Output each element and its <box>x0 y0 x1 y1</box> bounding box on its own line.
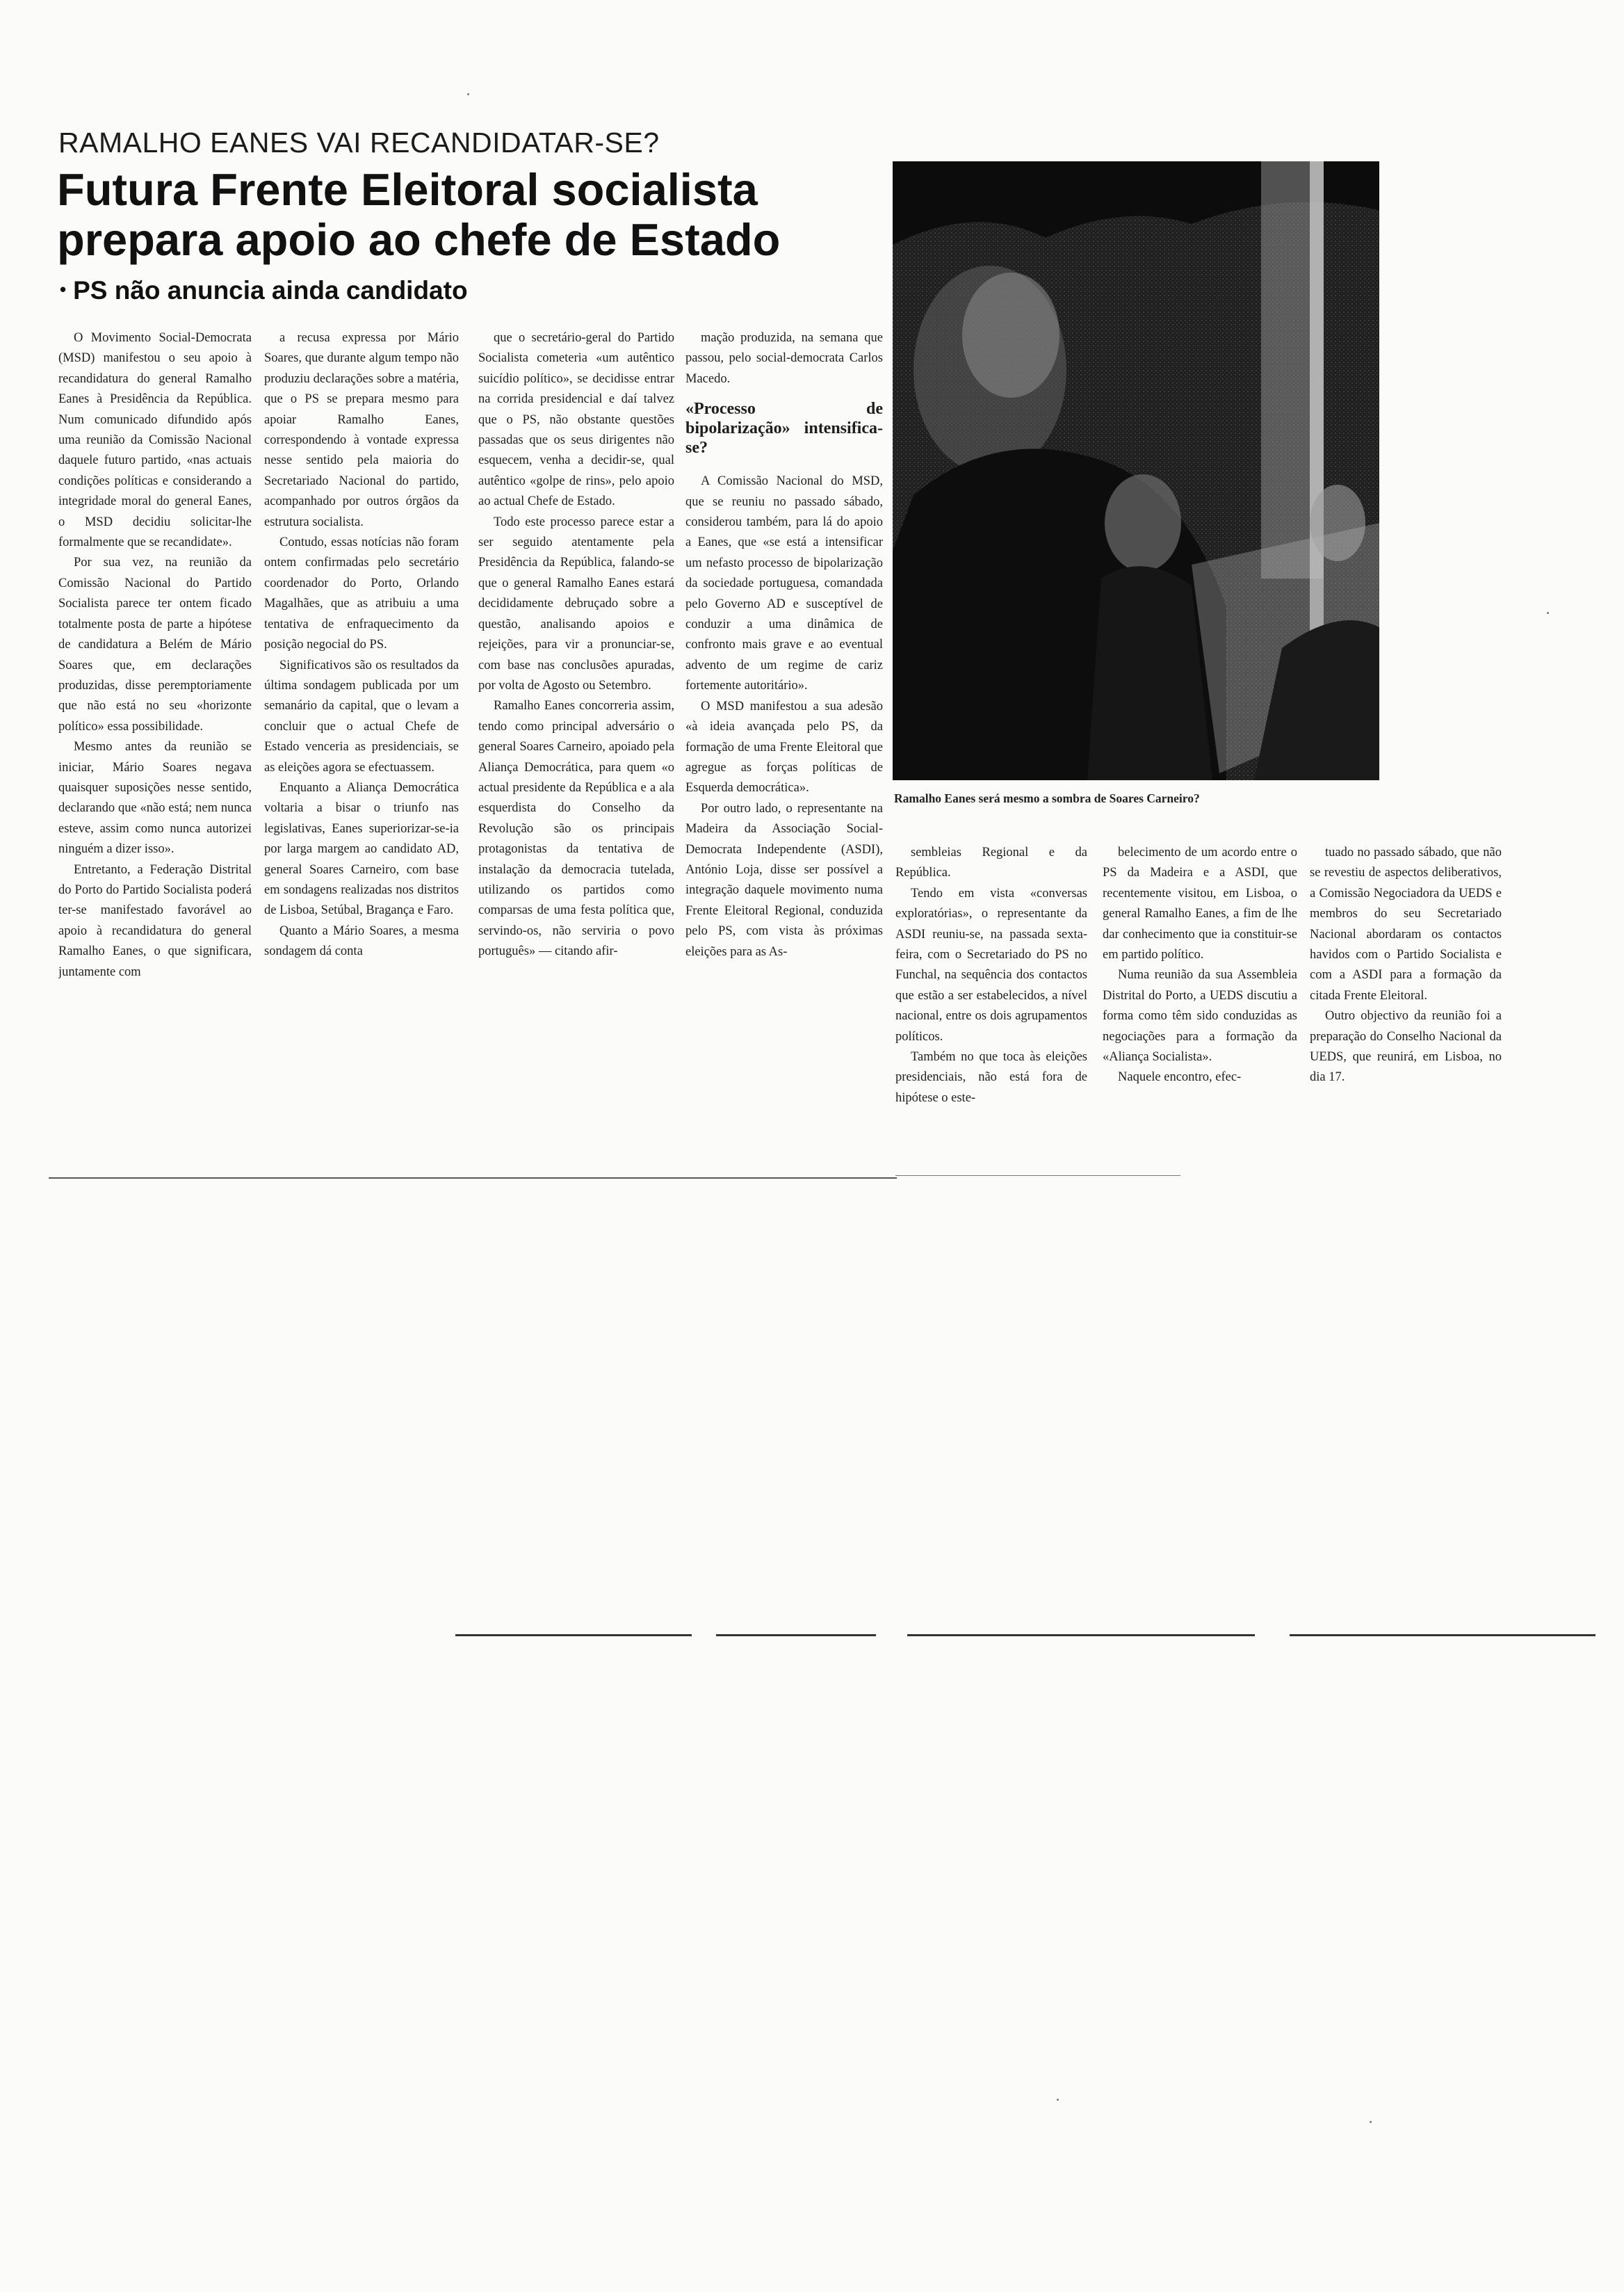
bullet-icon: • <box>60 279 67 300</box>
bottom-rule-right <box>895 1175 1180 1176</box>
scan-rule-3 <box>907 1634 1255 1636</box>
paragraph: Significativos são os resultados da última sondagem publicada por um semanário da capital, que o levam a concluir que o actual Chefe de Estado venceria as presidenciais, se as eleições agora se efectuassem. <box>264 658 459 775</box>
column-2 <box>264 328 459 1173</box>
paragraph: Ramalho Eanes concorreria assim, tendo como principal adversário o general Soares Carneiro, apoiado pela Aliança Democrática, para quem «o actual presidente da República e a ala esquerdista do Conselho da Revolução são os principais protagonistas da tentativa de instalação da democracia tutelada, utilizando os partidos como comparsas de uma festa política que, servindo-os, não serviria o povo português» — citando afir- <box>478 699 674 959</box>
paragraph: Contudo, essas notícias não foram ontem confirmadas pelo secretário coordenador do Porto, Orlando Magalhães, que as atribuiu a uma tentativa de enfraquecimento da posição negocial do PS. <box>264 535 459 652</box>
column-5 <box>895 843 1087 1177</box>
paragraph: O MSD manifestou a sua adesão «à ideia avançada pelo PS, da formação de uma Frente Eleitoral que agregue as forças políticas de Esquerda democrática». <box>685 699 883 796</box>
paragraph: mação produzida, na semana que passou, pelo social-democrata Carlos Macedo. <box>685 331 883 386</box>
paragraph: Quanto a Mário Soares, a mesma sondagem dá conta <box>264 923 459 959</box>
paragraph: Enquanto a Aliança Democrática voltaria a bisar o triunfo nas legislativas, Eanes superiorizar-se-ia por larga margem ao candidato AD, general Soares Carneiro, com base em sondagens realizadas nos distritos de Lisboa, Setúbal, Bragança e Faro. <box>264 780 459 918</box>
column-7 <box>1310 843 1502 1177</box>
paragraph: Tendo em vista «conversas exploratórias», o representante da ASDI reuniu-se, na passada sexta-feira, com o Secretariado do PS no Funchal, na sequência dos contactos que estão a ser estabelecidos, a nível nacional, entre os dois agrupamentos políticos. <box>895 886 1087 1044</box>
paragraph: Numa reunião da sua Assembleia Distrital do Porto, a UEDS discutiu a forma como têm sido conduzidas as negociações para a formação da «Aliança Socialista». <box>1103 968 1297 1065</box>
paragraph: Mesmo antes da reunião se iniciar, Mário Soares negava quaisquer suposições nesse sentido, declarando que «não está; nem nunca esteve, assim como nunca autorizei ninguém a dizer isso». <box>58 740 252 857</box>
paragraph: Todo este processo parece estar a ser seguido atentamente pela Presidência da República, falando-se que o general Ramalho Eanes estará decididamente debruçado sobre a questão, analisando apoios e rejeições, para vir a pronunciar-se, com base nas conclusões apuradas, por volta de Agosto ou Setembro. <box>478 515 674 693</box>
scan-rule-1 <box>455 1634 692 1636</box>
scan-rule-2 <box>716 1634 876 1636</box>
paragraph: belecimento de um acordo entre o PS da Madeira e a ASDI, que recentemente visitou, em Lisboa, o general Ramalho Eanes, a fim de lhe dar conhecimento que ia constituir-se em partido político. <box>1103 846 1297 962</box>
subhead <box>60 276 468 305</box>
paragraph: Também no que toca às eleições presidenciais, não está fora de hipótese o este- <box>895 1050 1087 1105</box>
bottom-rule-left <box>49 1177 897 1179</box>
scan-rule-4 <box>1290 1634 1595 1636</box>
paragraph: Naquele encontro, efec- <box>1118 1070 1242 1085</box>
subhead-text: PS não anuncia ainda candidato <box>73 276 468 305</box>
paragraph: tuado no passado sábado, que não se revestiu de aspectos deliberativos, a Comissão Negociadora da UEDS e membros do seu Secretariado Nacional abordaram os contactos havidos com o Partido Socialista e com a ASDI para a formação da citada Frente Eleitoral. <box>1310 846 1502 1003</box>
column-3 <box>478 328 674 1173</box>
photo-image <box>893 161 1379 780</box>
paragraph: O Movimento Social-Democrata (MSD) manifestou o seu apoio à recandidatura do general Ramalho Eanes à Presidência da República. Num comunicado difundido após uma reunião da Comissão Nacional daquele futuro partido, «nas actuais condições políticas e considerando a integridade moral do general Eanes, o MSD decidiu solicitar-lhe formalmente que se recandidate». <box>58 331 252 550</box>
scan-speck <box>1547 612 1549 614</box>
section-heading: «Processo de bipolarização» intensifica-se? <box>685 400 883 458</box>
scan-speck <box>1370 2121 1372 2123</box>
headline: Futura Frente Eleitoral socialista prepara apoio ao chefe de Estado <box>57 164 781 265</box>
paragraph: a recusa expressa por Mário Soares, que durante algum tempo não produziu declarações sobre a matéria, que o PS se prepara mesmo para apoiar Ramalho Eanes, correspondendo à vontade expressa nesse sentido pela maioria do Secretariado Nacional do partido, acompanhado por outros órgãos da estrutura socialista. <box>264 331 459 529</box>
column-6 <box>1103 843 1297 1177</box>
kicker: RAMALHO EANES VAI RECANDIDATAR-SE? <box>58 127 660 159</box>
paragraph: sembleias Regional e da República. <box>895 846 1087 880</box>
paragraph: Por outro lado, o representante na Madeira da Associação Social-Democrata Independente (ASDI), António Loja, disse ser possível a integração daquele movimento numa Frente Eleitoral Regional, conduzida pelo PS, com vista às próximas eleições para as As- <box>685 801 883 959</box>
scan-speck <box>1057 2099 1059 2101</box>
column-4 <box>685 328 883 1173</box>
paragraph: que o secretário-geral do Partido Socialista cometeria «um autêntico suicídio político», se decidisse entrar na corrida presidencial e daí talvez que o PS, não obstante questões passadas que os seus dirigentes não esquecem, venha a decidir-se, qual autêntico «golpe de rins», pelo apoio ao actual Chefe de Estado. <box>478 331 674 509</box>
photo-caption: Ramalho Eanes será mesmo a sombra de Soares Carneiro? <box>894 791 1200 805</box>
scan-speck <box>467 93 469 95</box>
photo <box>893 161 1379 780</box>
paragraph: Por sua vez, na reunião da Comissão Nacional do Partido Socialista parece ter ontem ficado totalmente posta de parte a hipótese de candidatura a Belém de Mário Soares que, em declarações produzidas, disse peremptoriamente que não está no seu «horizonte político» essa possibilidade. <box>58 556 252 734</box>
paragraph: Entretanto, a Federação Distrital do Porto do Partido Socialista poderá ter-se manifestado favorável ao apoio à recandidatura do general Ramalho Eanes, o que significara, juntamente com <box>58 862 252 979</box>
paragraph: A Comissão Nacional do MSD, que se reuniu no passado sábado, considerou também, para lá do apoio a Eanes, que «se está a intensificar um nefasto processo de bipolarização da sociedade portuguesa, comandada pelo Governo AD e susceptível de conduzir a uma dinâmica de confronto mais grave e ao eventual advento de um regime de cariz fortemente autoritário». <box>685 474 883 693</box>
column-1 <box>58 328 252 1173</box>
paragraph: Outro objectivo da reunião foi a preparação do Conselho Nacional da UEDS, que reunirá, em Lisboa, no dia 17. <box>1310 1009 1502 1085</box>
